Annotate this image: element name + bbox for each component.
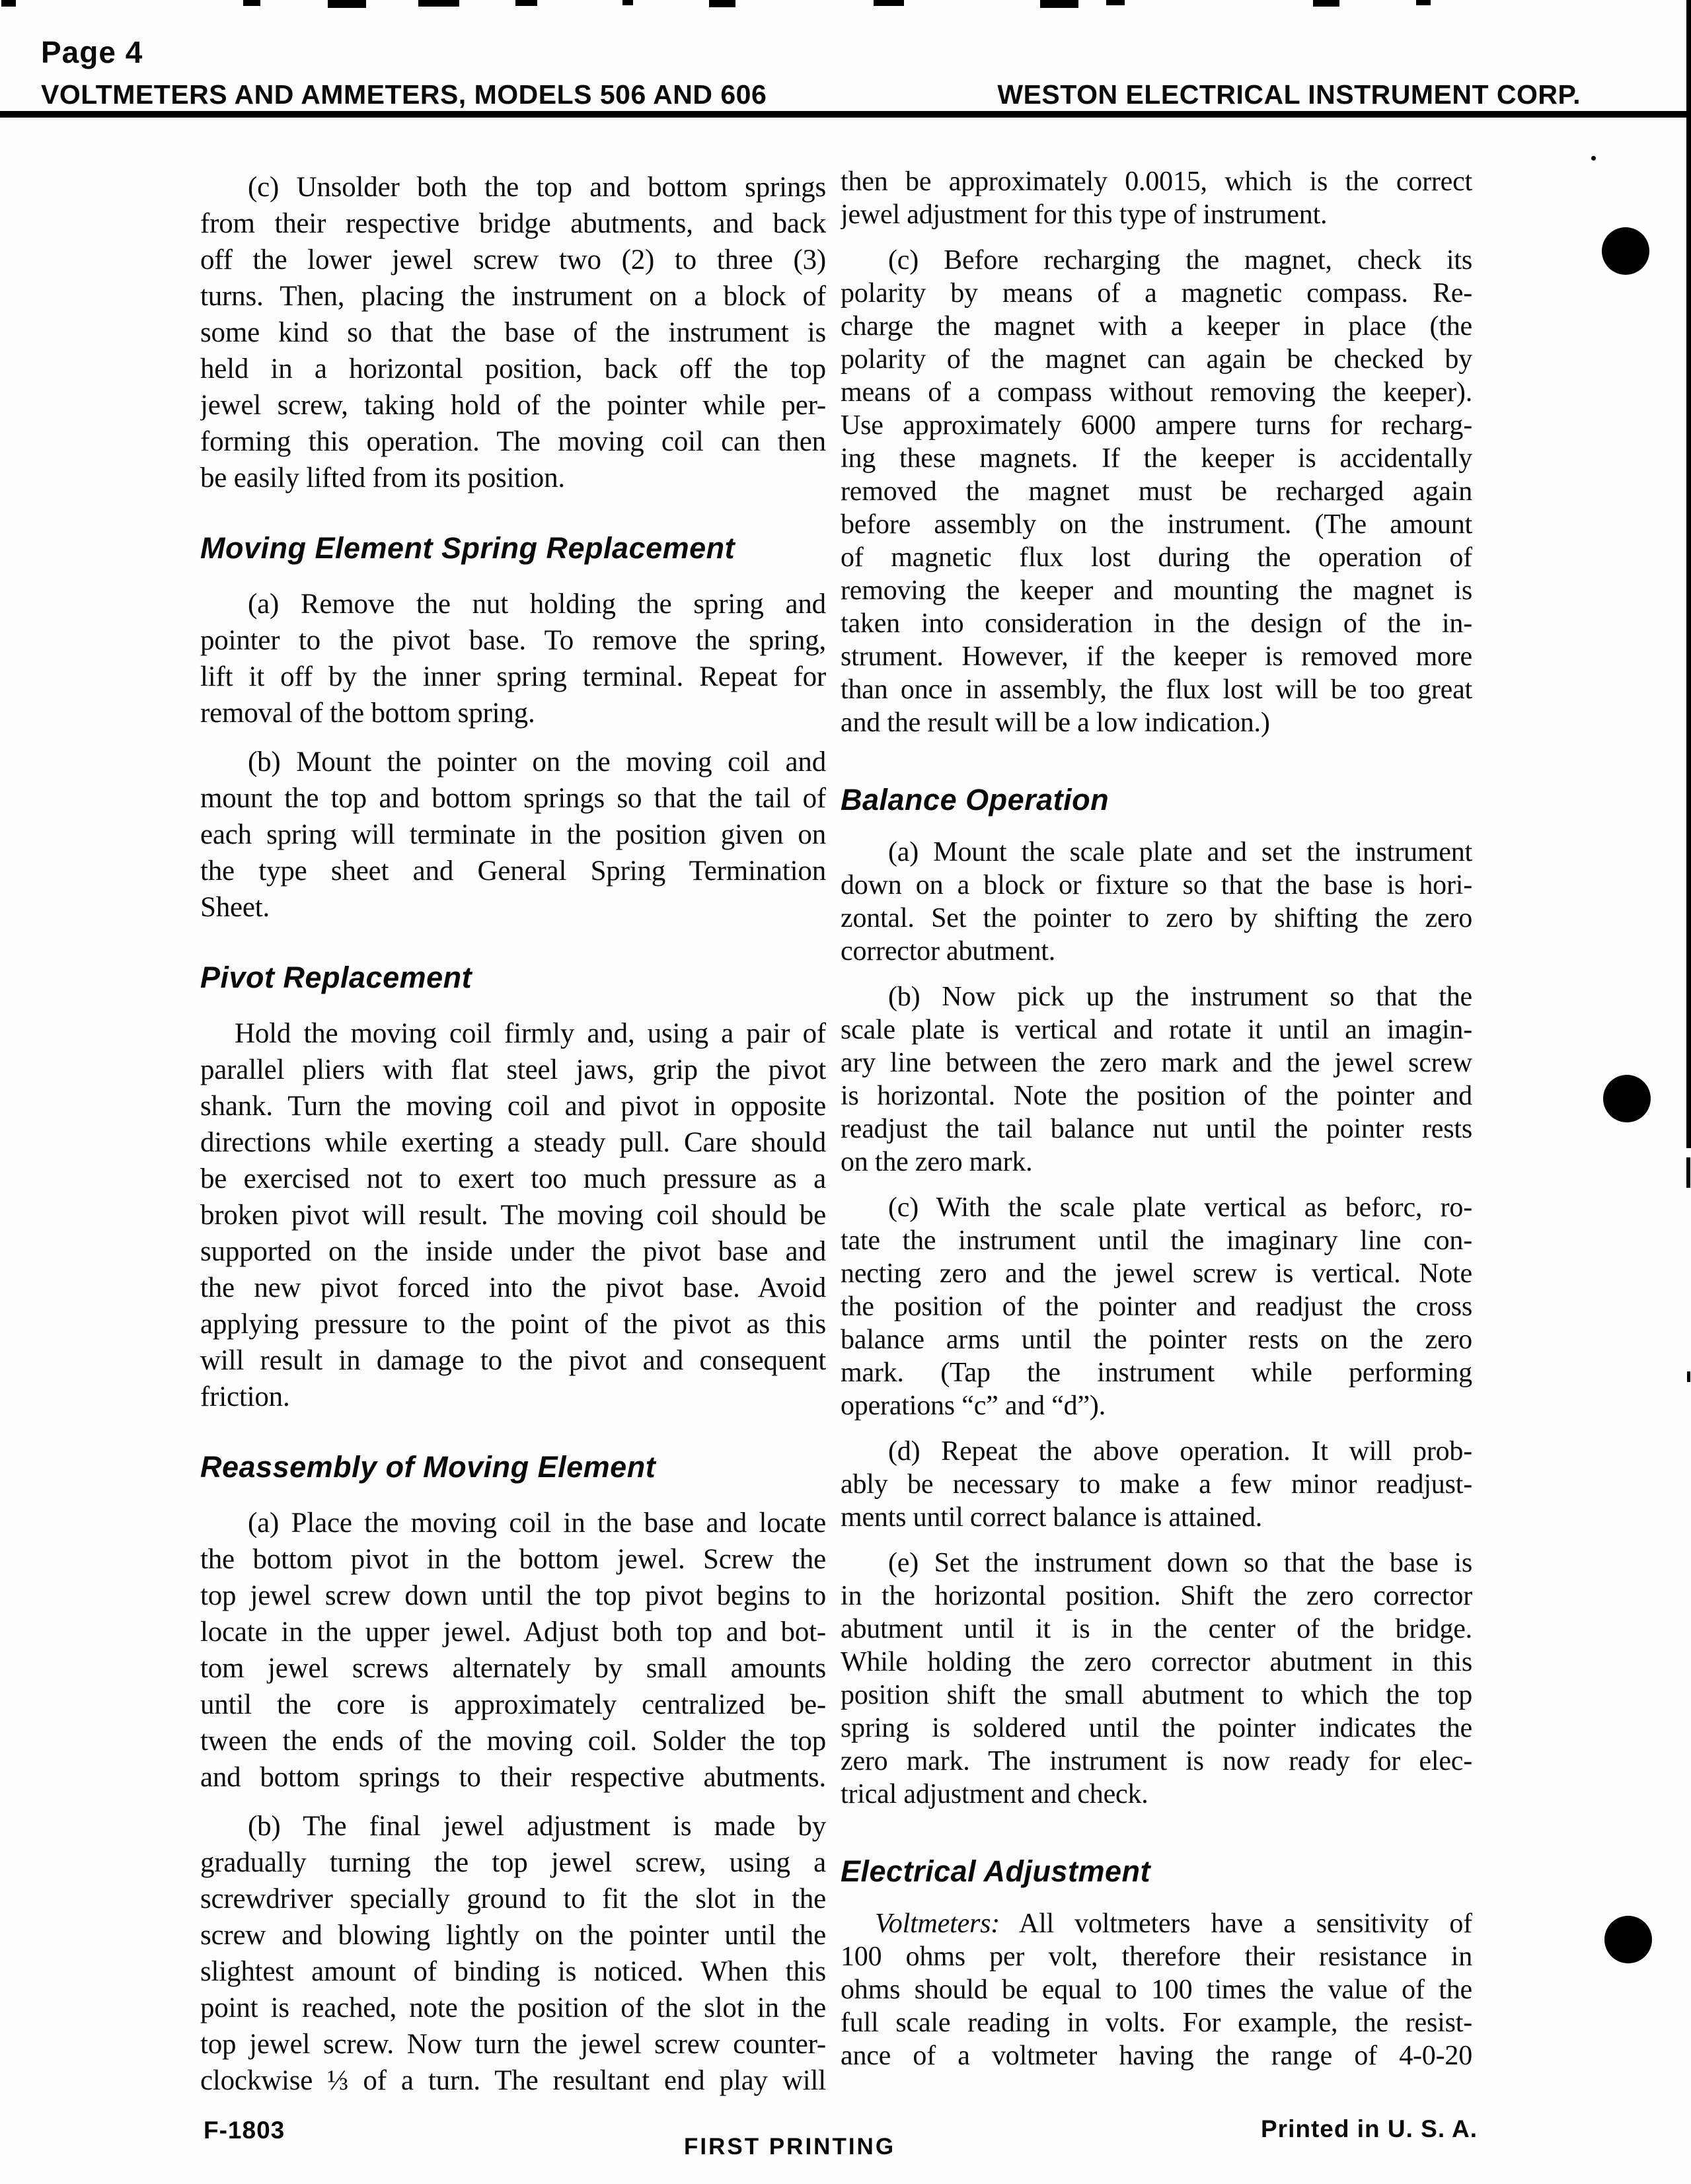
text-line: locate in the upper jewel. Adjust both top and bot- bbox=[200, 1617, 826, 1648]
header-rule bbox=[0, 111, 1691, 118]
text-line: each spring will terminate in the position given on bbox=[200, 819, 826, 850]
paragraph-final-jewel-adjustment bbox=[200, 1808, 826, 2099]
text-line: the position of the pointer and readjust the cross bbox=[841, 1292, 1472, 1322]
paragraph-set-instrument-down bbox=[841, 1547, 1472, 1811]
text-line: taken into consideration in the design of the in- bbox=[841, 608, 1472, 639]
text-line: shank. Turn the moving coil and pivot in opposite bbox=[200, 1091, 826, 1122]
text-line: until the core is approximately centralized be- bbox=[200, 1689, 826, 1720]
registration-dot-middle bbox=[1603, 1075, 1651, 1122]
text-line: mount the top and bottom springs so that the tail of bbox=[200, 783, 826, 814]
scan-artifact-top-edge bbox=[709, 0, 735, 7]
header-title-right: WESTON ELECTRICAL INSTRUMENT CORP. bbox=[997, 79, 1581, 110]
text-line: removing the keeper and mounting the magnet is bbox=[841, 575, 1472, 606]
paragraph-voltmeters bbox=[841, 1907, 1472, 2072]
text-line: on the zero mark. bbox=[841, 1147, 1033, 1177]
text-line: slightest amount of binding is noticed. When this bbox=[200, 1956, 826, 1987]
text-line: readjust the tail balance nut until the pointer rests bbox=[841, 1114, 1472, 1144]
text-line: zero mark. The instrument is now ready for elec- bbox=[841, 1746, 1472, 1776]
text-line: operations “c” and “d”). bbox=[841, 1391, 1106, 1421]
paragraph-mount-scale-plate bbox=[841, 836, 1472, 968]
voltmeters-lead-rest: All voltmeters have a sensitivity of bbox=[1000, 1909, 1472, 1939]
text-line: ance of a voltmeter having the range of 4-0-20 bbox=[841, 2041, 1472, 2071]
text-line: gradually turning the top jewel screw, using a bbox=[200, 1847, 826, 1878]
text-line: jewel adjustment for this type of instrument. bbox=[841, 200, 1328, 230]
text-line: jewel screw, taking hold of the pointer while per- bbox=[200, 390, 826, 421]
scan-artifact-top-edge bbox=[1040, 0, 1078, 8]
text-line: mark. (Tap the instrument while performing bbox=[841, 1358, 1472, 1388]
text-line: point is reached, note the position of the slot in the bbox=[200, 1992, 826, 2023]
left-column bbox=[200, 169, 826, 2134]
footer-form-number: F-1803 bbox=[204, 2117, 285, 2144]
scan-artifact-top-edge bbox=[418, 0, 459, 7]
text-line: scale plate is vertical and rotate it until an imagin- bbox=[841, 1015, 1472, 1045]
text-line: some kind so that the base of the instrument is bbox=[200, 317, 826, 348]
registration-dot-top bbox=[1602, 227, 1649, 275]
text-line: (a) Mount the scale plate and set the instrument bbox=[888, 837, 1472, 867]
text-line: pointer to the pivot base. To remove the spring, bbox=[200, 625, 826, 656]
text-line: tom jewel screws alternately by small amounts bbox=[200, 1653, 826, 1684]
section-heading-pivot-replacement: Pivot Replacement bbox=[200, 961, 472, 994]
text-line: trical adjustment and check. bbox=[841, 1779, 1148, 1809]
text-line: 100 ohms per volt, therefore their resistance in bbox=[841, 1942, 1472, 1972]
text-line: abutment until it is in the center of the bridge. bbox=[841, 1614, 1472, 1644]
section-heading-spring-replacement: Moving Element Spring Replacement bbox=[200, 531, 735, 565]
text-line: corrector abutment. bbox=[841, 936, 1056, 966]
text-line: held in a horizontal position, back off the top bbox=[200, 353, 826, 384]
right-column bbox=[841, 165, 1472, 2081]
text-line: means of a compass without removing the keeper). bbox=[841, 377, 1472, 408]
paragraph-continuation bbox=[841, 165, 1472, 231]
text-line: (c) Unsolder both the top and bottom springs bbox=[248, 172, 826, 203]
text-line: ing these magnets. If the keeper is accidentally bbox=[841, 443, 1472, 474]
text-line: polarity of the magnet can again be checked by bbox=[841, 344, 1472, 375]
scan-artifact-top-edge bbox=[1, 0, 16, 7]
text-line: ary line between the zero mark and the jewel screw bbox=[841, 1048, 1472, 1078]
text-line: (b) The final jewel adjustment is made by bbox=[248, 1811, 826, 1842]
text-line: applying pressure to the point of the pivot as this bbox=[200, 1309, 826, 1340]
scan-edge-tick bbox=[1687, 1371, 1690, 1382]
scan-artifact-top-edge bbox=[1416, 0, 1431, 5]
text-line: clockwise ⅓ of a turn. The resultant end play will bbox=[200, 2065, 826, 2096]
scan-artifact-top-edge bbox=[243, 0, 260, 6]
footer-printed-in-usa: Printed in U. S. A. bbox=[1261, 2115, 1478, 2142]
paragraph-remove-nut bbox=[200, 586, 826, 731]
text-line: Use approximately 6000 ampere turns for recharg- bbox=[841, 410, 1472, 441]
section-heading-reassembly: Reassembly of Moving Element bbox=[200, 1450, 656, 1484]
text-line: friction. bbox=[200, 1381, 290, 1412]
scan-artifact-top-edge bbox=[622, 0, 633, 5]
text-line: is horizontal. Note the position of the pointer and bbox=[841, 1081, 1472, 1111]
paragraph-scale-plate-vertical bbox=[841, 1191, 1472, 1422]
text-line: lift it off by the inner spring terminal. Repeat for bbox=[200, 661, 826, 692]
text-line: (d) Repeat the above operation. It will prob- bbox=[888, 1436, 1472, 1467]
text-line: from their respective bridge abutments, and back bbox=[200, 208, 826, 239]
page-number: Page 4 bbox=[41, 35, 143, 69]
text-line: removal of the bottom spring. bbox=[200, 698, 535, 729]
section-heading-electrical-adjustment: Electrical Adjustment bbox=[841, 1854, 1150, 1888]
text-line: will result in damage to the pivot and consequent bbox=[200, 1345, 826, 1376]
scan-artifact-top-edge bbox=[328, 0, 366, 8]
text-line: (a) Remove the nut holding the spring and bbox=[248, 589, 826, 620]
text-line: (b) Mount the pointer on the moving coil and bbox=[248, 746, 826, 778]
text-line: down on a block or fixture so that the base is hori- bbox=[841, 870, 1472, 900]
scan-artifact-top-edge bbox=[1106, 0, 1125, 5]
text-line: necting zero and the jewel screw is vertical. Note bbox=[841, 1258, 1472, 1289]
paragraph-recharging-magnet bbox=[841, 244, 1472, 739]
scan-edge-dash bbox=[1686, 1157, 1690, 1188]
scan-edge-line bbox=[1686, 0, 1691, 1148]
text-line: top jewel screw. Now turn the jewel screw counter- bbox=[200, 2029, 826, 2060]
text-line: (e) Set the instrument down so that the base is bbox=[888, 1548, 1472, 1578]
voltmeters-lead-italic: Voltmeters: bbox=[875, 1909, 1000, 1939]
text-line: zontal. Set the pointer to zero by shifting the zero bbox=[841, 903, 1472, 933]
text-line: tate the instrument until the imaginary line con- bbox=[841, 1225, 1472, 1256]
text-line: parallel pliers with flat steel jaws, grip the pivot bbox=[200, 1054, 826, 1085]
text-line: and the result will be a low indication.) bbox=[841, 708, 1270, 738]
paragraph-mount-pointer bbox=[200, 744, 826, 926]
text-line: broken pivot will result. The moving coil should be bbox=[200, 1200, 826, 1231]
text-line: tween the ends of the moving coil. Solder the top bbox=[200, 1726, 826, 1757]
registration-dot-bottom bbox=[1604, 1916, 1652, 1963]
text-line: in the horizontal position. Shift the zero corrector bbox=[841, 1581, 1472, 1611]
scan-artifact-top-edge bbox=[1313, 0, 1339, 7]
header-title-left: VOLTMETERS AND AMMETERS, MODELS 506 AND 606 bbox=[41, 79, 767, 110]
text-line: supported on the inside under the pivot base and bbox=[200, 1236, 826, 1267]
text-line: screw and blowing lightly on the pointer until the bbox=[200, 1920, 826, 1951]
text-line: screwdriver specially ground to fit the slot in the bbox=[200, 1883, 826, 1914]
text-line: removed the magnet must be recharged again bbox=[841, 476, 1472, 507]
paragraph-place-coil bbox=[200, 1505, 826, 1796]
text-line: (b) Now pick up the instrument so that the bbox=[888, 982, 1472, 1012]
text-line: balance arms until the pointer rests on the zero bbox=[841, 1325, 1472, 1355]
text-line: forming this operation. The moving coil can then bbox=[200, 426, 826, 457]
text-line bbox=[841, 1907, 1472, 1940]
text-line: position shift the small abutment to which the top bbox=[841, 1680, 1472, 1710]
scan-artifact-top-edge bbox=[515, 0, 537, 6]
text-line: strument. However, if the keeper is removed more bbox=[841, 641, 1472, 672]
text-line: Hold the moving coil firmly and, using a pair of bbox=[235, 1018, 826, 1049]
text-line: of magnetic flux lost during the operation of bbox=[841, 542, 1472, 573]
text-line: (c) With the scale plate vertical as beforc, ro- bbox=[888, 1192, 1472, 1223]
text-line: before assembly on the instrument. (The amount bbox=[841, 509, 1472, 540]
text-line: top jewel screw down until the top pivot begins to bbox=[200, 1580, 826, 1611]
text-line: (c) Before recharging the magnet, check its bbox=[888, 245, 1472, 275]
paragraph-pick-up-instrument bbox=[841, 980, 1472, 1179]
text-line: and bottom springs to their respective abutments. bbox=[200, 1762, 826, 1793]
text-line: polarity by means of a magnetic compass. Re- bbox=[841, 278, 1472, 309]
text-line: ohms should be equal to 100 times the value of the bbox=[841, 1975, 1472, 2005]
text-line: the new pivot forced into the pivot base. Avoid bbox=[200, 1272, 826, 1303]
text-line: Sheet. bbox=[200, 892, 270, 923]
footer-printing-label: FIRST PRINTING bbox=[684, 2134, 896, 2160]
text-line: While holding the zero corrector abutment in this bbox=[841, 1647, 1472, 1677]
text-line: than once in assembly, the flux lost will be too great bbox=[841, 674, 1472, 705]
text-line: then be approximately 0.0015, which is the correct bbox=[841, 166, 1472, 197]
scan-artifact-top-edge bbox=[874, 0, 904, 6]
text-line: charge the magnet with a keeper in place (the bbox=[841, 311, 1472, 342]
text-line: spring is soldered until the pointer indicates the bbox=[841, 1713, 1472, 1743]
text-line: ably be necessary to make a few minor readjust- bbox=[841, 1469, 1472, 1500]
text-line: turns. Then, placing the instrument on a block of bbox=[200, 281, 826, 312]
text-line: the bottom pivot in the bottom jewel. Screw the bbox=[200, 1544, 826, 1575]
scan-speck bbox=[1591, 156, 1596, 161]
text-line: be easily lifted from its position. bbox=[200, 462, 565, 493]
text-line: directions while exerting a steady pull. Care should bbox=[200, 1127, 826, 1158]
section-heading-balance-operation: Balance Operation bbox=[841, 783, 1109, 817]
text-line: the type sheet and General Spring Termination bbox=[200, 855, 826, 887]
paragraph-hold-coil bbox=[200, 1015, 826, 1415]
text-line: off the lower jewel screw two (2) to three (3) bbox=[200, 244, 826, 275]
text-line: (a) Place the moving coil in the base and locate bbox=[248, 1508, 826, 1539]
paragraph-unsolder bbox=[200, 169, 826, 496]
text-line: ments until correct balance is attained. bbox=[841, 1502, 1263, 1533]
text-line: full scale reading in volts. For example, the resist- bbox=[841, 2008, 1472, 2038]
text-line: be exercised not to exert too much pressure as a bbox=[200, 1163, 826, 1194]
paragraph-repeat-operation bbox=[841, 1435, 1472, 1534]
